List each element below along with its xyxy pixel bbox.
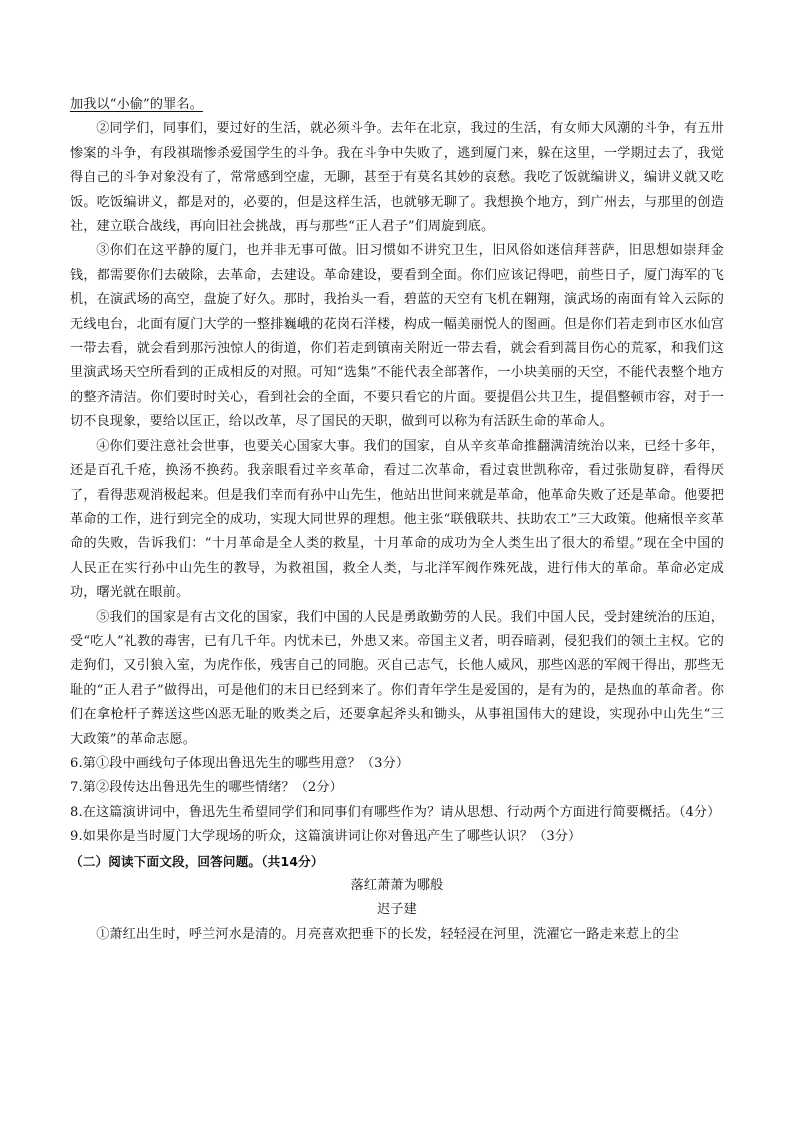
essay-paragraph-1: ①萧红出生时，呼兰河水是清的。月亮喜欢把垂下的长发，轻轻浸在河里，洗濯它一路走来惹上的尘: [96, 926, 679, 942]
underlined-sentence: 加我以“小偷”的罪名。: [70, 97, 203, 112]
essay-title: 落红萧萧为哪般: [350, 878, 444, 893]
question-8: 8.在这篇演讲词中，鲁迅先生希望同学们和同事们有哪些作为？请从思想、行动两个方面进行简要概括。（4分）: [70, 804, 721, 820]
question-9: 9.如果你是当时厦门大学现场的听众，这篇演讲词让你对鲁迅产生了哪些认识？（3分）: [70, 829, 582, 845]
section-heading: （二）阅读下面文段，回答问题。（共14分）: [70, 853, 324, 869]
paragraph-5: ⑤我们的国家是有古文化的国家，我们中国的人民是勇敢勤劳的人民。我们中国人民，受封建统治的压迫，受“吃人”礼教的毒害，已有几千年。内忧未已，外患又来。帝国主义者，明吞暗剥，侵犯我们的领土主权。它的走狗们，又引狼入室，为虎作伥，残害自己的同胞。灭自己志气，长他人威风，那些凶恶的军阀干得出，那些无耻的“正人君子”做得出，可是他们的末日已经到来了。你们青年学生是爱国的，是有为的，是热血的革命者。你们在拿枪杆子葬送这些凶恶无耻的败类之后，还要拿起斧头和锄头，从事祖国伟大的建设，实现孙中山先生“三大政策”的革命志愿。: [70, 609, 724, 747]
paragraph-4: ④你们要注意社会世事，也要关心国家大事。我们的国家，自从辛亥革命推翻满清统治以来，已经十多年，还是百孔千疮，换汤不换药。我亲眼看过辛亥革命，看过二次革命，看过袁世凯称帝，看过张勋复辟，看得厌了，看得悲观消极起来。但是我们幸而有孙中山先生，他站出世间来就是革命，他革命失败了还是革命。他要把革命的工作，进行到完全的成功，实现大同世界的理想。他主张“联俄联共、扶助农工”三大政策。他痛恨辛亥革命的失败，告诉我们：“十月革命是全人类的救星，十月革命的成功为全人类生出了很大的希望。”现在全中国的人民正在实行孙中山先生的教导，为救祖国，救全人类，与北洋军阀作殊死战，进行伟大的革命。革命必定成功，曙光就在眼前。: [70, 438, 724, 601]
question-6: 6.第①段中画线句子体现出鲁迅先生的哪些用意？（3分）: [70, 755, 410, 771]
paragraph-2: ②同学们，同事们，要过好的生活，就必须斗争。去年在北京，我过的生活，有女师大风潮的斗争，有五卅惨案的斗争，有段祺瑞惨杀爱国学生的斗争。我在斗争中失败了，逃到厦门来，躲在这里，一学期过去了，我觉得自己的斗争对象没有了，常常感到空虚，无聊，甚至于有莫名其妙的哀愁。我吃了饭就编讲义，编讲义就又吃饭。吃饭编讲义，都是对的，必要的，但是这样生活，也就够无聊了。我想换个地方，到广州去，与那里的创造社，建立联合战线，再向旧社会挑战，再与那些“正人君子”们周旋到底。: [70, 121, 724, 235]
essay-author: 迟子建: [377, 902, 417, 918]
document-page: [70, 93, 724, 947]
question-7: 7.第②段传达出鲁迅先生的哪些情绪？（2分）: [70, 780, 343, 796]
paragraph-3: ③你们在这平静的厦门，也并非无事可做。旧习惯如不讲究卫生，旧风俗如迷信拜菩萨，旧思想如崇拜金钱，都需要你们去破除，去革命，去建设。革命建设，要看到全面。你们应该记得吧，前些日子，厦门海军的飞机，在演武场的高空，盘旋了好久。那时，我抬头一看，碧蓝的天空有飞机在翱翔，演武场的南面有耸入云际的无线电台，北面有厦门大学的一整排巍峨的花岗石洋楼，构成一幅美丽悦人的图画。但是你们若走到市区水仙宫一带去看，就会看到那污浊惊人的街道，你们若走到镇南关附近一带去看，就会看到蒿目伤心的荒冢，和我们这里演武场天空所看到的正成相反的对照。可知“选集”不能代表全部著作，一小块美丽的天空，不能代表整个地方的整齐清洁。你们要时时关心，看到社会的全面，不要只看它的片面。要提倡公共卫生，提倡整顿市容，对于一切不良现象，要给以匡正，给以改革，尽了国民的天职，做到可以称为有活跃生命的革命人。: [70, 243, 724, 430]
